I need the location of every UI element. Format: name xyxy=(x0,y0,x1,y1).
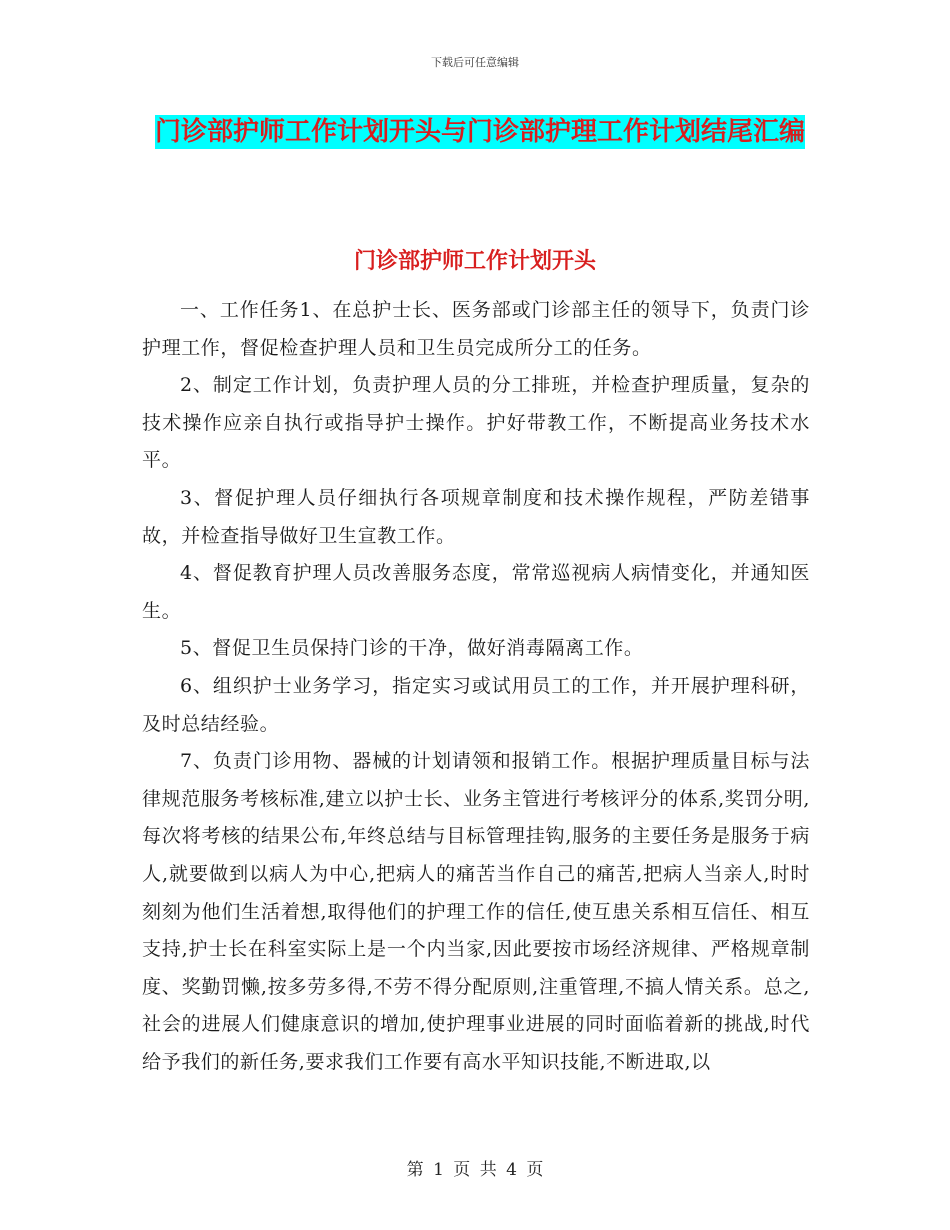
paragraph: 7、负责门诊用物、器械的计划请领和报销工作。根据护理质量目标与法律规范服务考核标准,建立以护士长、业务主管进行考核评分的体系,奖罚分明,每次将考核的结果公布,年终总结与目标管理挂钩,服务的主要任务是服务于病人,就要做到以病人为中心,把病人的痛苦当作自己的痛苦,把病人当亲人,时时刻刻为他们生活着想,取得他们的护理工作的信任,使互患关系相互信任、相互支持,护士长在科室实际上是一个内当家,因此要按市场经济规律、严格规章制度、奖勤罚懒,按多劳多得,不劳不得分配原则,注重管理,不搞人情关系。总之,社会的进展人们健康意识的增加,使护理事业进展的同时面临着新的挑战,时代给予我们的新任务,要求我们工作要有高水平知识技能,不断进取,以 xyxy=(142,750,810,1073)
paragraph: 一、工作任务1、在总护士长、医务部或门诊部主任的领导下，负责门诊护理工作，督促检查护理人员和卫生员完成所分工的任务。 xyxy=(142,299,810,359)
paragraph: 4、督促教育护理人员改善服务态度，常常巡视病人病情变化，并通知医生。 xyxy=(142,562,810,622)
document-body xyxy=(142,292,810,1081)
section-title: 门诊部护师工作计划开头 xyxy=(353,249,596,274)
page-header-note: 下载后可任意编辑 xyxy=(431,56,519,69)
document-title xyxy=(140,106,820,158)
paragraph: 2、制定工作计划，负责护理人员的分工排班，并检查护理质量，复杂的技术操作应亲自执行或指导护士操作。护好带教工作，不断提高业务技术水平。 xyxy=(142,374,810,472)
document-title-text: 门诊部护师工作计划开头与门诊部护理工作计划结尾汇编 xyxy=(154,117,805,147)
paragraph: 6、组织护士业务学习，指定实习或试用员工的工作，并开展护理科研，及时总结经验。 xyxy=(142,674,810,735)
paragraph: 5、督促卫生员保持门诊的干净，做好消毒隔离工作。 xyxy=(180,637,644,660)
paragraph: 3、督促护理人员仔细执行各项规章制度和技术操作规程，严防差错事故，并检查指导做好卫生宣教工作。 xyxy=(142,486,810,547)
page-number: 第 1 页 共 4 页 xyxy=(406,1160,544,1180)
